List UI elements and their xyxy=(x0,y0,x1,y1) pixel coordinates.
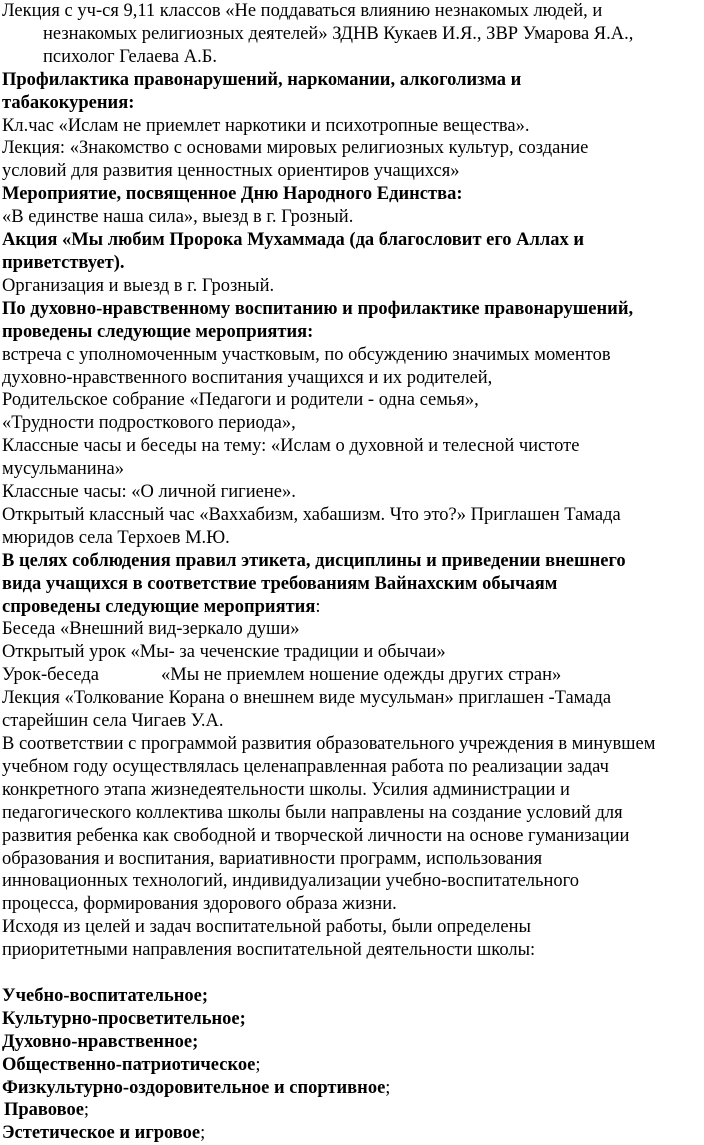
section-heading-text: спроведены следующие мероприятия xyxy=(2,596,316,617)
text-line: «Трудности подросткового периода», xyxy=(2,413,296,434)
punctuation: ; xyxy=(200,1123,206,1144)
text-line: Классные часы и беседы на тему: «Ислам о духовной и телесной чистоте xyxy=(2,436,580,457)
list-item xyxy=(2,1122,702,1145)
text-line: Лекция с уч-ся 9,11 классов «Не поддаваться влиянию незнакомых людей, и xyxy=(2,1,603,21)
text-line: инновационных технологий, индивидуализации учебно-воспитательного xyxy=(2,871,580,892)
punctuation: ; xyxy=(385,1077,391,1098)
text-line: Классные часы: «О личной гигиене». xyxy=(2,482,296,503)
list-item: Культурно-просветительное; xyxy=(2,1008,246,1029)
text-line: старейшин села Чигаев У.А. xyxy=(2,711,224,732)
text-line: мюридов села Терхоев М.Ю. xyxy=(2,527,230,548)
section-heading: Профилактика правонарушений, наркомании, алкоголизма и xyxy=(2,69,522,90)
text-line: встреча с уполномоченным участковым, по обсуждению значимых моментов xyxy=(2,344,611,365)
text-line: Лекция «Толкование Корана о внешнем виде мусульман» приглашен -Тамада xyxy=(2,688,612,709)
text-line: духовно-нравственного воспитания учащихся и их родителей, xyxy=(2,367,493,388)
text-line: образования и воспитания, вариативности программ, использования xyxy=(2,848,543,869)
text-line: Беседа «Внешний вид-зеркало души» xyxy=(2,619,300,640)
text-line: приоритетными направления воспитательной деятельности школы: xyxy=(2,940,536,961)
section-heading: проведены следующие мероприятия: xyxy=(2,321,314,342)
lesson-type: Урок-беседа xyxy=(2,665,99,686)
blank-line xyxy=(2,962,702,985)
text-line: мусульманина» xyxy=(2,459,124,480)
list-item-text: Эстетическое и игровое xyxy=(2,1123,201,1144)
section-heading: По духовно-нравственному воспитанию и профилактике правонарушений, xyxy=(2,298,634,319)
list-item-text: Общественно-патриотическое xyxy=(2,1054,256,1075)
text-line: Организация и выезд в г. Грозный. xyxy=(2,275,275,296)
text-line: Открытый урок «Мы- за чеченские традиции и обычаи» xyxy=(2,642,446,663)
text-line: «В единстве наша сила», выезд в г. Грозный. xyxy=(2,207,354,228)
section-heading: В целях соблюдения правил этикета, дисциплины и приведении внешнего xyxy=(2,550,626,571)
text-line: Открытый классный час «Ваххабизм, хабашизм. Что это?» Приглашен Тамада xyxy=(2,504,621,525)
text-line: развития ребенка как свободной и творческой личности на основе гуманизации xyxy=(2,825,630,846)
text-line: Исходя из целей и задач воспитательной работы, были определены xyxy=(2,917,531,938)
section-heading: приветствует). xyxy=(2,252,125,273)
section-heading: Мероприятие, посвященное Дню Народного Единства: xyxy=(2,184,463,205)
text-line: Кл.час «Ислам не приемлет наркотики и психотропные вещества». xyxy=(2,115,530,136)
text-line: учебном году осуществлялась целенаправленная работа по реализации задач xyxy=(2,756,609,777)
text-line: условий для развития ценностных ориентиров учащихся» xyxy=(2,161,460,182)
text-line: Родительское собрание «Педагоги и родители - одна семья», xyxy=(2,390,479,411)
list-item: Учебно-воспитательное; xyxy=(2,985,209,1006)
list-item-text: Физкультурно-оздоровительное и спортивное xyxy=(2,1077,386,1098)
text-line: В соответствии с программой развития образовательного учреждения в минувшем xyxy=(2,734,656,754)
punctuation: ; xyxy=(255,1054,261,1075)
text-line: психолог Гелаева А.Б. xyxy=(43,46,217,67)
punctuation: ; xyxy=(83,1100,90,1121)
section-heading-line xyxy=(2,596,702,619)
text-line: процесса, формирования здорового образа жизни. xyxy=(2,894,397,915)
list-item xyxy=(2,1099,702,1122)
section-heading: Акция «Мы любим Пророка Мухаммада (да благословит его Аллах и xyxy=(2,230,585,251)
section-heading: табакокурения: xyxy=(2,92,135,113)
list-item xyxy=(2,1077,702,1100)
text-line xyxy=(2,664,702,687)
list-item: Духовно-нравственное; xyxy=(2,1031,199,1052)
list-item xyxy=(2,1054,702,1077)
punctuation: : xyxy=(315,596,321,617)
text-line: педагогического коллектива школы были направлены на создание условий для xyxy=(2,802,623,823)
text-line: незнакомых религиозных деятелей» ЗДНВ Кукаев И.Я., ЗВР Умарова Я.А., xyxy=(43,23,634,44)
list-item-text: Правовое xyxy=(4,1100,84,1121)
lesson-title: «Мы не приемлем ношение одежды других стран» xyxy=(161,665,562,686)
text-line: Лекция: «Знакомство с основами мировых религиозных культур, создание xyxy=(2,138,589,159)
section-heading: вида учащихся в соответствие требованиям Вайнахским обычаям xyxy=(2,573,558,594)
text-line: конкретного этапа жизнедеятельности школы. Усилия администрации и xyxy=(2,779,570,800)
